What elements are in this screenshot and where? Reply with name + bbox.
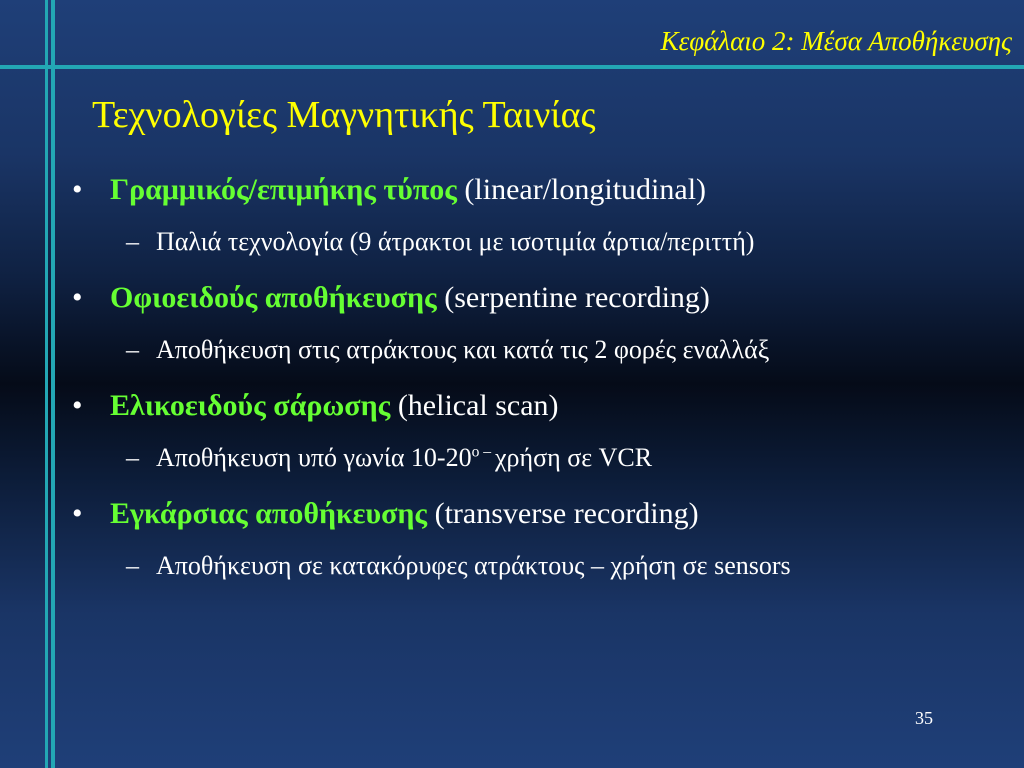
slide-title: Τεχνολογίες Μαγνητικής Ταινίας <box>92 94 596 136</box>
degree-superscript: ο – <box>471 443 495 461</box>
bullet-term: Εγκάρσιας αποθήκευσης <box>110 497 428 530</box>
sub-item-transverse <box>70 551 1004 605</box>
sub-item-text: Αποθήκευση στις ατράκτους και κατά τις 2 φορές εναλλάξ <box>156 335 770 364</box>
sub-item-serpentine <box>70 335 1004 389</box>
dash-icon: – <box>126 335 139 364</box>
dash-icon: – <box>126 227 139 256</box>
bullet-desc: (serpentine recording) <box>444 281 710 314</box>
sub-item-text-after: χρήση σε VCR <box>494 443 653 472</box>
sub-item-helical <box>70 443 1004 497</box>
sub-item-linear <box>70 227 1004 281</box>
bullet-desc: (helical scan) <box>397 389 559 422</box>
bullet-desc: (linear/longitudinal) <box>464 173 707 206</box>
bullet-icon: • <box>72 173 83 206</box>
vertical-rule-right <box>51 0 55 768</box>
bullet-item-serpentine <box>70 281 1004 335</box>
sub-item-text: Παλιά τεχνολογία (9 άτρακτοι με ισοτιμία άρτια/περιττή) <box>156 227 755 256</box>
vertical-rule-left <box>45 0 48 768</box>
bullet-term: Οφιοειδούς αποθήκευσης <box>110 281 437 314</box>
bullet-term: Γραμμικός/επιμήκης τύπος <box>110 173 457 206</box>
bullet-term: Ελικοειδούς σάρωσης <box>110 389 391 422</box>
horizontal-rule <box>0 65 1024 69</box>
bullet-item-helical <box>70 389 1004 443</box>
bullet-item-transverse <box>70 497 1004 551</box>
page-number: 35 <box>915 708 933 728</box>
dash-icon: – <box>126 443 139 472</box>
dash-icon: – <box>126 551 139 580</box>
chapter-header: Κεφάλαιο 2: Μέσα Αποθήκευσης <box>660 26 1012 56</box>
bullet-icon: • <box>72 389 83 422</box>
bullet-item-linear <box>70 173 1004 227</box>
bullet-list <box>70 173 1004 605</box>
sub-item-text-before: Αποθήκευση υπό γωνία 10-20 <box>156 443 472 472</box>
bullet-icon: • <box>72 281 83 314</box>
bullet-desc: (transverse recording) <box>434 497 699 530</box>
bullet-icon: • <box>72 497 83 530</box>
sub-item-text: Αποθήκευση σε κατακόρυφες ατράκτους – χρήση σε sensors <box>156 551 791 580</box>
